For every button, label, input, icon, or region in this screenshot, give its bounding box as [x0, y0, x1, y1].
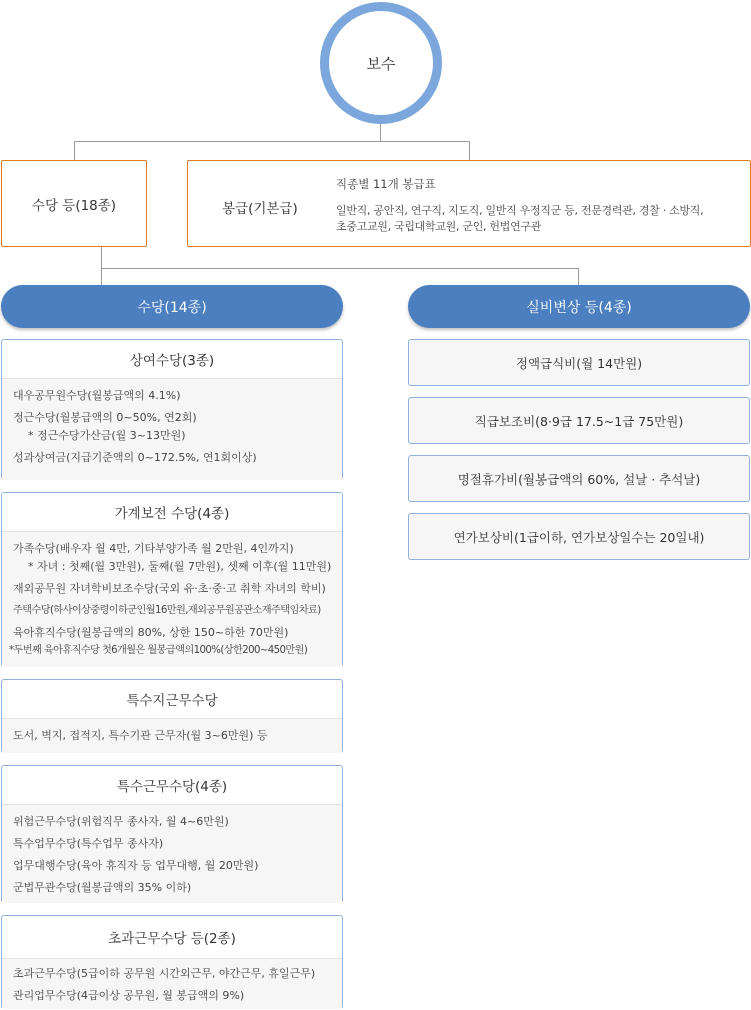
list-item: 주택수당(하사이상중령이하군인월16만원,재외공무원공관소재주택임차료) [13, 605, 321, 616]
list-item: 업무대행수당(육아 휴직자 등 업무대행, 월 20만원) [13, 859, 259, 872]
list-item: 특수업무수당(특수업무 종사자) [13, 837, 164, 850]
card-title: 가계보전 수당(4종) [2, 493, 342, 532]
holiday-bonus-label: 명절휴가비(월봉급액의 60%, 설날 · 추석날) [457, 471, 701, 487]
list-item: *두번째 육아휴직수당 첫6개월은 월봉급액의100%(상한200~450만원) [9, 645, 308, 656]
base-pay-label: 봉급(기본급) [222, 201, 298, 217]
special-duty-allowance-card [1, 765, 343, 903]
card-body [2, 959, 342, 1009]
list-item: 성과상여금(지급기준액의 0~172.5%, 연1회이상) [13, 451, 257, 464]
list-item: * 자녀 : 첫째(월 3만원), 둘째(월 7만원), 셋째 이후(월 11만원) [28, 560, 332, 573]
allowance-group-label: 수당 등(18종) [31, 197, 117, 214]
card-body [2, 805, 342, 903]
holiday-bonus-box [408, 455, 750, 502]
connector-top-horizontal [74, 141, 470, 142]
remote-area-allowance-card [1, 679, 343, 753]
allowance-14-label: 수당(14종) [137, 299, 207, 316]
card-body [2, 379, 342, 480]
household-allowance-card [1, 492, 343, 667]
list-item: 대우공무원수당(월봉급액의 4.1%) [13, 389, 181, 402]
list-item: 육아휴직수당(월봉급액의 80%, 상한 150~하한 70만원) [13, 626, 289, 639]
card-title: 상여수당(3종) [2, 340, 342, 379]
card-title: 특수근무수당(4종) [2, 766, 342, 805]
connector-to-right-pill [578, 268, 579, 285]
card-title: 초과근무수당 등(2종) [2, 916, 342, 959]
allowance-group-box [1, 160, 147, 247]
list-item: 위험근무수당(위험직무 종사자, 월 4~6만원) [13, 815, 229, 828]
root-node [320, 2, 442, 124]
list-item: 도서, 벽지, 접적지, 특수기관 근무자(월 3~6만원) 등 [13, 729, 268, 742]
list-item: 정근수당(월봉급액의 0~50%, 연2회) [13, 411, 197, 424]
connector-to-basepay [469, 141, 470, 161]
card-title: 특수지근무수당 [2, 680, 342, 719]
leave-compensation-box [408, 513, 750, 560]
list-item: 가족수당(배우자 월 4만, 기타부양가족 월 2만원, 4인까지) [13, 542, 294, 555]
reimbursement-pill [408, 285, 750, 328]
reimbursement-label: 실비변상 등(4종) [526, 299, 632, 316]
list-item: 재외공무원 자녀학비보조수당(국외 유·초·중·고 취학 자녀의 학비) [13, 582, 326, 595]
list-item: 관리업무수당(4급이상 공무원, 월 봉급액의 9%) [13, 989, 245, 1002]
base-pay-box [187, 160, 751, 247]
connector-mid-horizontal [101, 268, 579, 269]
overtime-allowance-card [1, 915, 343, 1009]
allowance-14-pill [1, 285, 343, 328]
connector-root-down [380, 124, 381, 142]
base-pay-title: 직종별 11개 봉급표 [336, 177, 436, 191]
base-pay-desc-line1: 일반직, 공안직, 연구직, 지도직, 일반직 우정직군 등, 전문경력관, 경찰 · 소방직, [336, 204, 704, 217]
card-body [2, 719, 342, 753]
card-body [2, 532, 342, 667]
leave-compensation-label: 연가보상비(1급이하, 연가보상일수는 20일내) [453, 529, 705, 545]
list-item: * 정근수당가산금(월 3~13만원) [28, 429, 186, 442]
list-item: 초과근무수당(5급이하 공무원 시간외근무, 야간근무, 휴일근무) [13, 967, 316, 980]
bonus-allowance-card [1, 339, 343, 480]
connector-allowance-down [101, 247, 102, 285]
connector-to-allowance [74, 141, 75, 161]
root-label: 보수 [366, 54, 396, 73]
position-allowance-label: 직급보조비(8·9급 17.5~1급 75만원) [474, 413, 684, 429]
meal-allowance-box [408, 339, 750, 386]
list-item: 군법무관수당(월봉급액의 35% 이하) [13, 881, 192, 894]
base-pay-desc-line2: 초중고교원, 국립대학교원, 군인, 헌법연구관 [336, 220, 542, 233]
meal-allowance-label: 정액급식비(월 14만원) [515, 355, 643, 371]
position-allowance-box [408, 397, 750, 444]
